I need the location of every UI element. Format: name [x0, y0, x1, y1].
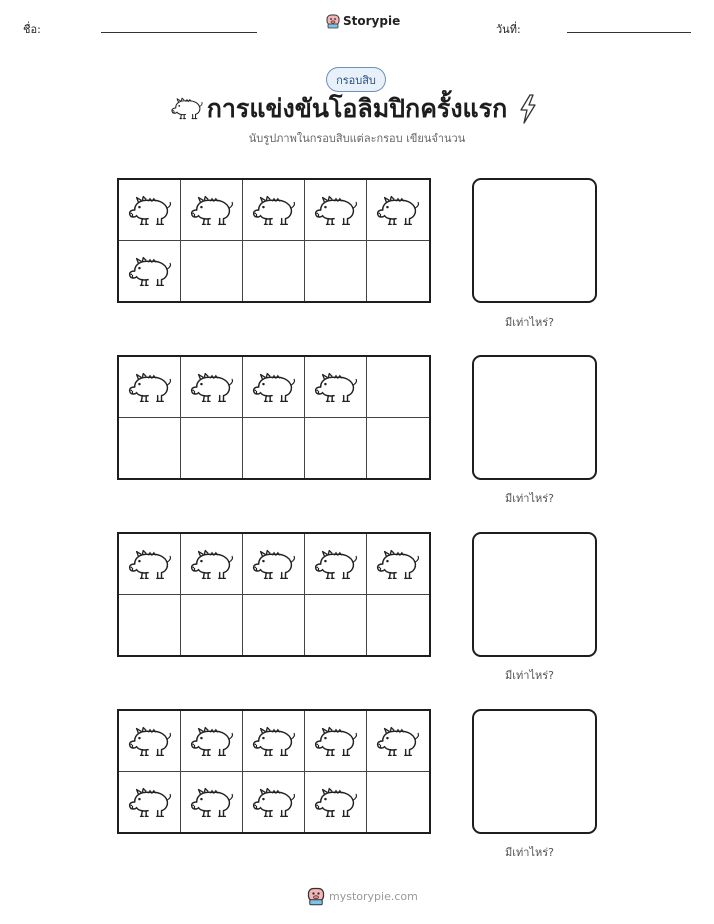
- storypie-logo: [326, 13, 400, 29]
- ten-frame-cell: [367, 772, 429, 833]
- ten-frame-cell: [181, 418, 243, 479]
- ten-frame-cell: [243, 180, 305, 241]
- pig-mascot-icon: [307, 886, 325, 906]
- date-line[interactable]: [567, 32, 691, 33]
- ten-frame-cell: [243, 357, 305, 418]
- how-many-label: มีเท่าไหร่?: [505, 669, 554, 682]
- answer-box[interactable]: [472, 532, 597, 657]
- ten-frame-cell: [367, 711, 429, 772]
- ten-frame-cell: [181, 534, 243, 595]
- boar-icon: [251, 367, 297, 407]
- boar-icon: [313, 782, 359, 822]
- name-line[interactable]: [101, 32, 257, 33]
- boar-icon: [251, 782, 297, 822]
- ten-frame-cell: [367, 357, 429, 418]
- boar-icon: [127, 782, 173, 822]
- ten-frame-cell: [367, 241, 429, 302]
- ten-frame-cell: [305, 180, 367, 241]
- ten-frame: [117, 355, 431, 480]
- name-label: ชื่อ:: [23, 23, 41, 36]
- footer: [307, 886, 418, 906]
- boar-icon: [375, 544, 421, 584]
- lightning-bolt-icon: [517, 94, 539, 124]
- ten-frame-cell: [243, 534, 305, 595]
- ten-frame-cell: [305, 418, 367, 479]
- answer-box[interactable]: [472, 178, 597, 303]
- ten-frame-cell: [305, 534, 367, 595]
- how-many-label: มีเท่าไหร่?: [505, 316, 554, 329]
- ten-frame-cell: [119, 241, 181, 302]
- ten-frame-cell: [181, 357, 243, 418]
- ten-frame-cell: [243, 772, 305, 833]
- ten-frame: [117, 532, 431, 657]
- boar-icon: [189, 721, 235, 761]
- ten-frame: [117, 178, 431, 303]
- ten-frame-cell: [119, 418, 181, 479]
- topic-badge: กรอบสิบ: [326, 67, 386, 92]
- boar-icon: [127, 721, 173, 761]
- boar-icon: [189, 367, 235, 407]
- boar-icon: [375, 190, 421, 230]
- ten-frame-cell: [119, 534, 181, 595]
- ten-frame-cell: [367, 595, 429, 656]
- page-title: การแข่งขันโอลิมปิกครั้งแรก: [206, 94, 508, 123]
- ten-frame-cell: [119, 711, 181, 772]
- how-many-label: มีเท่าไหร่?: [505, 846, 554, 859]
- ten-frame-cell: [305, 772, 367, 833]
- date-label: วันที่:: [496, 23, 521, 36]
- ten-frame-cell: [305, 595, 367, 656]
- boar-icon: [189, 544, 235, 584]
- boar-icon: [251, 190, 297, 230]
- boar-icon: [127, 190, 173, 230]
- title-row: [0, 92, 714, 126]
- boar-icon: [251, 544, 297, 584]
- boar-icon: [251, 721, 297, 761]
- boar-icon: [189, 190, 235, 230]
- pig-mascot-icon: [326, 13, 340, 29]
- ten-frame-cell: [181, 772, 243, 833]
- boar-icon: [313, 721, 359, 761]
- boar-icon: [189, 782, 235, 822]
- ten-frame-cell: [305, 357, 367, 418]
- ten-frame-cell: [243, 711, 305, 772]
- ten-frame-cell: [305, 711, 367, 772]
- how-many-label: มีเท่าไหร่?: [505, 492, 554, 505]
- boar-icon: [127, 251, 173, 291]
- ten-frame-cell: [119, 595, 181, 656]
- ten-frame-cell: [119, 772, 181, 833]
- ten-frame-cell: [305, 241, 367, 302]
- boar-icon: [313, 367, 359, 407]
- boar-icon: [313, 190, 359, 230]
- ten-frame-cell: [119, 180, 181, 241]
- boar-icon: [127, 367, 173, 407]
- ten-frame-cell: [181, 180, 243, 241]
- ten-frame: [117, 709, 431, 834]
- ten-frame-cell: [367, 418, 429, 479]
- answer-box[interactable]: [472, 709, 597, 834]
- boar-icon: [127, 544, 173, 584]
- answer-box[interactable]: [472, 355, 597, 480]
- ten-frame-cell: [181, 711, 243, 772]
- ten-frame-cell: [181, 595, 243, 656]
- brand-name: Storypie: [343, 14, 401, 28]
- ten-frame-cell: [367, 534, 429, 595]
- ten-frame-cell: [119, 357, 181, 418]
- ten-frame-cell: [243, 241, 305, 302]
- ten-frame-cell: [243, 595, 305, 656]
- boar-icon: [313, 544, 359, 584]
- boar-icon: [375, 721, 421, 761]
- ten-frame-cell: [181, 241, 243, 302]
- ten-frame-cell: [243, 418, 305, 479]
- instructions: นับรูปภาพในกรอบสิบแต่ละกรอบ เขียนจำนวน: [248, 132, 466, 145]
- ten-frame-cell: [367, 180, 429, 241]
- footer-url: mystorypie.com: [329, 889, 418, 903]
